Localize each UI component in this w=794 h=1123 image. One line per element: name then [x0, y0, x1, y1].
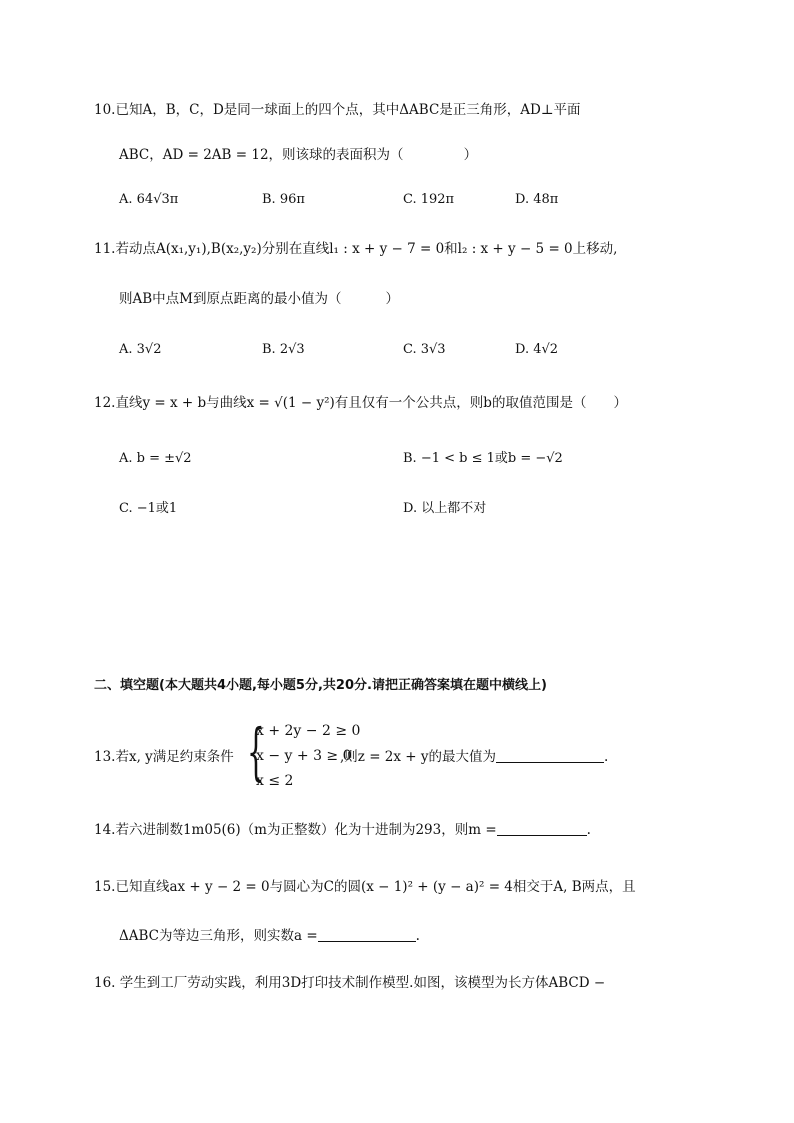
q13-constraint-2: x − y + 3 ≥ 0 — [256, 748, 352, 764]
q13-suffix — [340, 747, 608, 767]
q10-option-a: A. 64√3π — [119, 192, 179, 207]
q10-option-c: C. 192π — [403, 192, 455, 207]
q10-option-b: B. 96π — [262, 192, 305, 207]
q14-end: . — [586, 822, 591, 838]
q10-option-d: D. 48π — [515, 192, 559, 207]
q11-option-d: D. 4√2 — [515, 342, 559, 357]
q14-line — [94, 820, 591, 840]
q12-option-a: A. b = ±√2 — [119, 451, 192, 466]
q16-line1: 16. 学生到工厂劳动实践，利用3D打印技术制作模型.如图，该模型为长方体ABCD − — [94, 975, 606, 991]
q13-suffix-text: ,则z = 2x + y的最大值为 — [340, 749, 497, 765]
q10-line1: 10.已知A，B，C，D是同一球面上的四个点，其中ΔABC是正三角形，AD⊥平面 — [94, 102, 581, 118]
q11-line1: 11.若动点A(x₁,y₁),B(x₂,y₂)分别在直线l₁ : x + y − 7 = 0和l₂ : x + y − 5 = 0上移动, — [94, 241, 618, 257]
q11-option-c: C. 3√3 — [403, 342, 446, 357]
q13-constraint-1: x + 2y − 2 ≥ 0 — [256, 723, 361, 739]
q13-prefix: 13.若x, y满足约束条件 — [94, 749, 234, 765]
answer-blank — [497, 821, 587, 836]
section-2-heading: 二、填空题(本大题共4小题,每小题5分,共20分.请把正确答案填在题中横线上) — [94, 678, 547, 693]
q15-line2 — [119, 926, 420, 946]
q15-line2-text: ΔABC为等边三角形，则实数a = — [119, 928, 318, 944]
q13-end: . — [604, 749, 609, 765]
answer-blank — [318, 927, 416, 942]
q11-line2-text: 则AB中点M到原点距离的最小值为（ — [119, 291, 342, 307]
q12-option-c: C. −1或1 — [119, 501, 178, 516]
q11-option-a: A. 3√2 — [119, 342, 162, 357]
left-brace: { — [247, 715, 265, 788]
q10-line2 — [119, 145, 477, 165]
q12-line1: 12.直线y = x + b与曲线x = √(1 − y²)有且仅有一个公共点，则b的取值范围是（ ） — [94, 395, 627, 411]
q13-constraint-3: x ≤ 2 — [256, 773, 294, 789]
q14-text: 14.若六进制数1m05(6)（m为正整数）化为十进制为293，则m = — [94, 822, 497, 838]
q15-end: . — [415, 928, 420, 944]
q12-option-d: D. 以上都不对 — [403, 501, 487, 516]
q12-option-b: B. −1 < b ≤ 1或b = −√2 — [403, 451, 563, 466]
q10-line2-text: ABC，AD = 2AB = 12，则该球的表面积为（ — [119, 147, 404, 163]
q10-line2-end: ） — [463, 147, 478, 163]
q15-line1: 15.已知直线ax + y − 2 = 0与圆心为C的圆(x − 1)² + (y − a)² = 4相交于A, B两点，且 — [94, 879, 636, 895]
q11-option-b: B. 2√3 — [262, 342, 305, 357]
q11-line2-end: ） — [385, 291, 399, 307]
q11-line2 — [119, 289, 399, 309]
answer-blank — [496, 748, 604, 763]
